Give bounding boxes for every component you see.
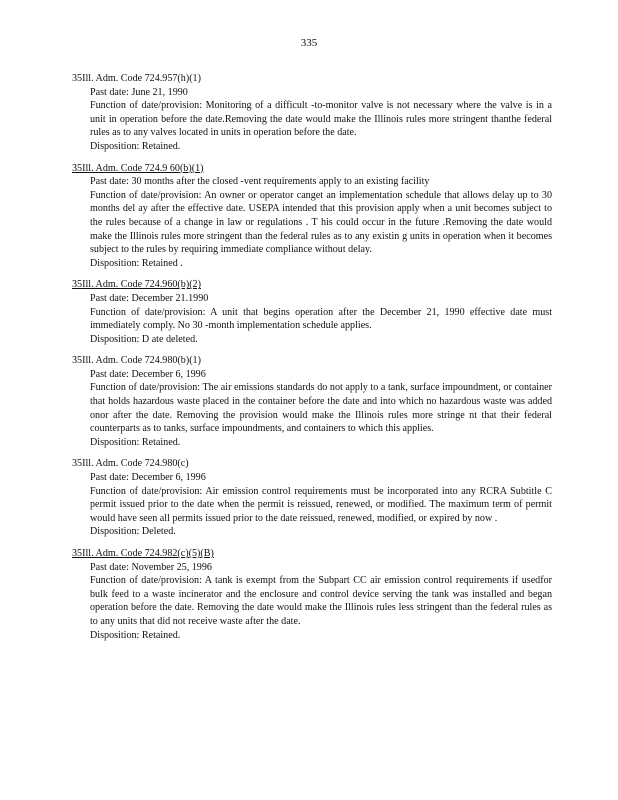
entry-code: 35Ill. Adm. Code 724.980(b)(1) [72, 355, 201, 367]
entry-code: 35Ill. Adm. Code 724.957(h)(1) [72, 73, 201, 84]
document-body [72, 72, 552, 650]
page-number: 335 [300, 37, 318, 49]
disposition: Disposition: D ate deleted. [90, 333, 198, 345]
entry-724-960-b-1 [72, 162, 552, 271]
entry-details [90, 368, 552, 450]
function-text: Function of date/provision: Air emission control requirements must be incorporated into any RCRA Subtitle C permit issued prior to the date when the permit is reissued, renewed, or modified. The maximum term of permit would have seen all permits issued prior to the date reissued, renewed, modified, or expired by now . [90, 485, 552, 524]
entry-724-980-c [72, 457, 552, 539]
past-date: Past date: December 21.1990 [90, 292, 209, 304]
entry-code: 35Ill. Adm. Code 724.980(c) [72, 458, 189, 470]
past-date: Past date: December 6, 1996 [90, 472, 206, 484]
past-date: Past date: 30 months after the closed -vent requirements apply to an existing facility [90, 176, 430, 188]
entry-code: 35Ill. Adm. Code 724.9 60(b)(1) [72, 162, 204, 174]
disposition: Disposition: Retained . [90, 257, 183, 269]
function-text: Function of date/provision: Monitoring of a difficult -to-monitor valve is not necessary where the valve is in a unit in operation before the date.Removing the date would make the Illinois rules more stringent thanthe federal rules as to any valves located in units in operation before the date. [90, 100, 552, 139]
entry-details [90, 471, 552, 539]
entry-724-980-b-1 [72, 354, 552, 449]
entry-details [90, 86, 552, 154]
past-date: Past date: June 21, 1990 [90, 86, 188, 98]
function-text: Function of date/provision: A unit that begins operation after the December 21, 1990 effective date must immediately comply. No 30 -month implementation schedule applies. [90, 306, 552, 332]
disposition: Disposition: Retained. [90, 140, 181, 152]
function-text: Function of date/provision: The air emissions standards do not apply to a tank, surface impoundment, or container that holds hazardous waste placed in the container before the date and into which no hazardous waste was added onor after the date. Removing the provision would make the Illinois rules more stringe nt that their federal counterparts as to tanks, surface impoundments, and containers to which this applies. [90, 382, 552, 435]
function-text: Function of date/provision: An owner or operator canget an implementation schedule that allows delay up to 30 months del ay after the effective date. USEPA intended that this provision apply when a unit becomes subject to the rules because of a change in law or regulations . T his could occur in the future .Removing the date would make the Illinois rules more stringent than the federal rules as to any existin g units in operation when it becomes subject to the rules by requiring immediate compliance without delay. [90, 189, 552, 256]
entry-code: 35Ill. Adm. Code 724.982(c)(5)(B) [72, 548, 214, 559]
function-text: Function of date/provision: A tank is exempt from the Subpart CC air emission control requirements if usedfor bulk feed to a waste incinerator and the enclosure and control device serving the tank was installed and began operation before the date. Removing the date would make the Illinois rules less stringent than the federal rules as to any units that did not receive waste after the date. [90, 575, 552, 627]
entry-724-960-b-2 [72, 278, 552, 346]
entry-724-957-h-1 [72, 72, 552, 154]
entry-details [90, 175, 552, 270]
entry-code: 35Ill. Adm. Code 724.960(b)(2) [72, 279, 201, 291]
disposition: Disposition: Retained. [90, 629, 181, 641]
entry-details [90, 561, 552, 643]
disposition: Disposition: Retained. [90, 436, 181, 448]
entry-724-982-c-5-b [72, 547, 552, 642]
past-date: Past date: November 25, 1996 [90, 561, 212, 573]
entry-details [90, 292, 552, 346]
disposition: Disposition: Deleted. [90, 526, 176, 538]
past-date: Past date: December 6, 1996 [90, 368, 206, 380]
